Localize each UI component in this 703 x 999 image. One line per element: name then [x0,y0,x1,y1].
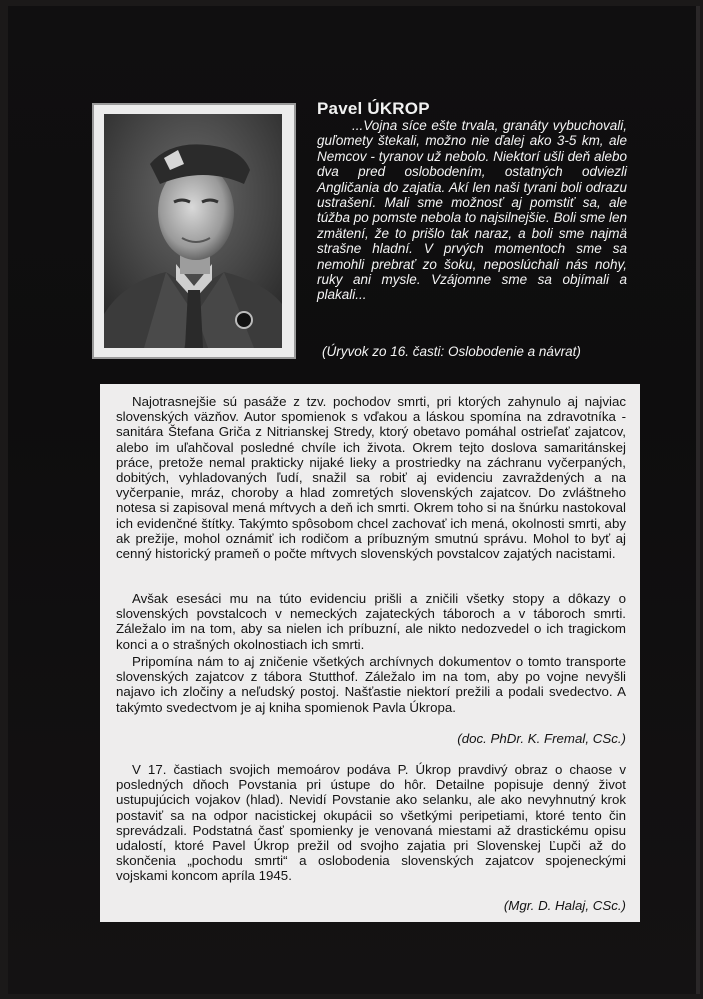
review1-paragraph-3: Pripomína nám to aj zničenie všetkých archívnych dokumentov o tomto transporte slovenských zajatcov z tábora Stutthof. Záležalo im na tom, aby po vojne nevyšli najavo ich zločiny a neľudský postoj. Našťastie niektorí prežili a podali svedectvo. A takýmto svedectvom je aj kniha spomienok Pavla Úkropa. [116,654,626,715]
author-photo-frame [92,103,296,359]
review-panel [100,384,640,922]
review1-paragraph-2: Avšak esesáci mu na túto evidenciu prišli a zničili všetky stopy a dôkazy o slovenských povstalcoch v nemeckých zajateckých táboroch a v táboroch smrti. Záležalo im na tom, aby sa nielen ich príbuzní, ale nikto nedozvedel o ich tragickom konci a o strašných okolnostiach ich smrti. [116,591,626,652]
review2-paragraph-1: V 17. častiach svojich memoárov podáva P. Úkrop pravdivý obraz o chaose v posledných dňoch Povstania pri ústupe do hôr. Detailne popisuje denný život ustupujúcich vojakov (hlad). Nevidí Povstanie ako selanku, ale ako nevyhnutný krok postaviť sa na odpor nacistickej okupácii so všetkými peripetiami, ktoré tento čin sprevádzali. Podstatná časť spomienky je venovaná miestami až drastickému opisu udalostí, ktoré Pavel Úkrop prežil od svojho zajatia pri Slovenskej Ľupči až do skončenia „pochodu smrti“ a oslobodenia slovenských zajatcov spojeneckými vojskami koncom apríla 1945. [116,762,626,884]
review2-signature: (Mgr. D. Halaj, CSc.) [503,898,626,913]
excerpt-source: (Úryvok zo 16. časti: Oslobodenie a návrat) [322,344,581,359]
author-photo [104,114,282,348]
author-name: Pavel ÚKROP [317,99,430,118]
review1-paragraph-1: Najotrasnejšie sú pasáže z tzv. pochodov smrti, pri ktorých zahynulo aj najviac slovenských väzňov. Autor spomienok s vďakou a láskou spomína na zdravotníka - sanitára Štefana Griča z Nitrianskej Stredy, ktorý obetavo pomáhal ostrieľať zajatcov, alebo im uľahčoval posledné chvíle ich života. Okrem tejto doslova samaritánskej práce, pretože nemal prakticky nijaké lieky a prostriedky na záchranu vyčerpaných, dobitých, vyhladovaných ľudí, snažil sa robiť aj evidenciu zavraždených a na vyčerpanie, mráz, choroby a hlad zomretých slovenských zajatcov. Do zvláštneho notesa si zapisoval mená mŕtvych a deň ich smrti. Okrem toho si na šnúrku nastokoval ich evidenčné štítky. Takýmto spôsobom chcel zachovať ich mená, okolnosti smrti, aby ak prežije, mohol oznámiť ich rodičom a príbuzným smutnú správu. Mohol to byť aj cenný historický prameň o počte mŕtvych slovenských povstalcov zajatých nacistami. [116,394,626,562]
excerpt-quote: ...Vojna síce ešte trvala, granáty vybuchovali, guľomety štekali, možno nie ďalej ako 3-5 km, ale Nemcov - tyranov už nebolo. Niektorí ušli deň alebo dva pred oslobodením, ostatných odviezli Angličania do zajatia. Akí len naši tyrani boli odrazu ustrašení. Mali sme možnosť aj pomstiť sa, ale túžba po pomste nebola to najsilnejšie. Boli sme len zmätení, že to prišlo tak naraz, a boli sme najmä strašne hladní. V prvých momentoch sme sa nemohli prebrať zo šoku, neposlúchali nás nohy, ruky ani mysle. Vzájomne sme sa objímali a plakali... [317,118,627,303]
soldier-portrait-image [104,114,282,348]
review1-signature: (doc. PhDr. K. Fremal, CSc.) [457,731,626,746]
book-back-cover [8,6,700,994]
